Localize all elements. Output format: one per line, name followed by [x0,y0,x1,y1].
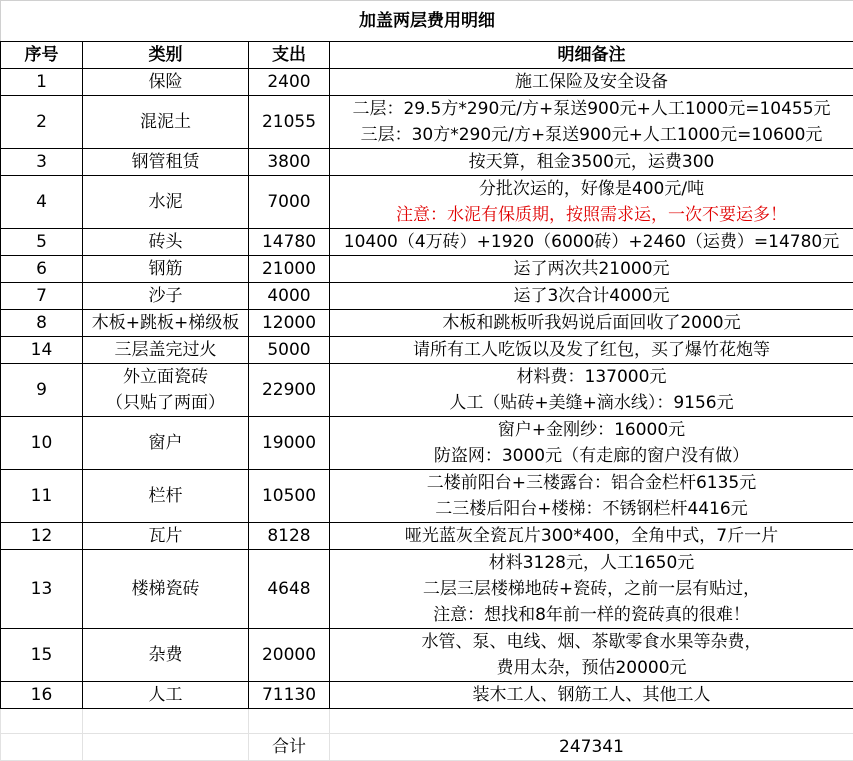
table-row [1,470,853,523]
row-category [83,310,249,337]
row-notes [330,550,853,629]
row-category [83,283,249,310]
row-amount: 71130 [249,682,330,709]
row-notes [330,682,853,709]
total-label: 合计 [249,734,330,761]
table-row [1,310,853,337]
row-number: 3 [1,149,83,176]
note-line: 运了两次共21000元 [330,256,853,282]
row-notes [330,629,853,682]
row-number: 6 [1,256,83,283]
table-row [1,176,853,229]
table-title: 加盖两层费用明细 [1,1,853,42]
row-notes [330,310,853,337]
row-amount: 19000 [249,417,330,470]
note-line: 窗户+金刚纱：16000元 [330,417,853,443]
row-number: 12 [1,523,83,550]
row-notes [330,283,853,310]
row-category [83,256,249,283]
table-row [1,417,853,470]
category-line: 瓦片 [83,523,248,549]
row-amount: 7000 [249,176,330,229]
category-line: 窗户 [83,430,248,456]
table-row [1,629,853,682]
note-line: 防盗网：3000元（有走廊的窗户没有做） [330,443,853,469]
row-notes [330,149,853,176]
note-line: 三层：30方*290元/方+泵送900元+人工1000元=10600元 [330,122,853,148]
note-line: 二层三层楼梯地砖+瓷砖，之前一层有贴过， [330,576,853,602]
table-row [1,256,853,283]
row-amount: 20000 [249,629,330,682]
row-number: 14 [1,337,83,364]
table-row [1,149,853,176]
header-category: 类别 [83,42,249,69]
category-line: 木板+跳板+梯级板 [83,310,248,336]
row-amount: 2400 [249,69,330,96]
category-line: 保险 [83,69,248,95]
row-number: 7 [1,283,83,310]
category-line: 三层盖完过火 [83,337,248,363]
row-amount: 22900 [249,364,330,417]
row-number: 10 [1,417,83,470]
note-line: 材料3128元，人工1650元 [330,550,853,576]
note-warning-line: 注意：水泥有保质期，按照需求运，一次不要运多！ [330,202,853,228]
note-line: 哑光蓝灰全瓷瓦片300*400，全角中式，7斤一片 [330,523,853,549]
note-line: 分批次运的，好像是400元/吨 [330,176,853,202]
row-notes [330,69,853,96]
row-category [83,364,249,417]
row-category [83,149,249,176]
row-number: 11 [1,470,83,523]
category-line: 栏杆 [83,483,248,509]
row-amount: 4648 [249,550,330,629]
note-line: 施工保险及安全设备 [330,69,853,95]
category-line: 混泥土 [83,109,248,135]
row-notes [330,256,853,283]
table-body [1,69,853,709]
header-row [1,42,853,69]
note-line: 人工（贴砖+美缝+滴水线）：9156元 [330,390,853,416]
row-number: 8 [1,310,83,337]
category-line: 楼梯瓷砖 [83,576,248,602]
row-notes [330,96,853,149]
note-line: 注意：想找和8年前一样的瓷砖真的很难！ [330,602,853,628]
row-category [83,337,249,364]
row-amount: 3800 [249,149,330,176]
row-number: 16 [1,682,83,709]
table-row [1,337,853,364]
row-amount: 12000 [249,310,330,337]
header-detail: 明细备注 [330,42,853,69]
note-line: 材料费：137000元 [330,364,853,390]
note-line: 二层：29.5方*290元/方+泵送900元+人工1000元=10455元 [330,96,853,122]
row-category [83,96,249,149]
category-line: 外立面瓷砖 [83,364,248,390]
row-category [83,523,249,550]
row-number: 4 [1,176,83,229]
table-row [1,682,853,709]
table-row [1,69,853,96]
note-line: 装木工人、钢筋工人、其他工人 [330,682,853,708]
header-expense: 支出 [249,42,330,69]
total-row [1,734,853,761]
row-notes [330,523,853,550]
row-number: 2 [1,96,83,149]
header-no: 序号 [1,42,83,69]
row-category [83,550,249,629]
table-row [1,550,853,629]
category-line: （只贴了两面） [83,390,248,416]
row-number: 13 [1,550,83,629]
note-line: 二三楼后阳台+楼梯：不锈钢栏杆4416元 [330,496,853,522]
row-category [83,470,249,523]
row-notes [330,417,853,470]
row-category [83,417,249,470]
category-line: 砖头 [83,229,248,255]
note-line: 二楼前阳台+三楼露台：铝合金栏杆6135元 [330,470,853,496]
row-notes [330,176,853,229]
table-row [1,96,853,149]
row-notes [330,229,853,256]
row-number: 1 [1,69,83,96]
category-line: 人工 [83,682,248,708]
row-amount: 21000 [249,256,330,283]
row-category [83,69,249,96]
category-line: 钢筋 [83,256,248,282]
category-line: 钢管租赁 [83,149,248,175]
row-category [83,629,249,682]
row-notes [330,364,853,417]
table-row [1,523,853,550]
row-category [83,682,249,709]
row-amount: 5000 [249,337,330,364]
note-line: 按天算，租金3500元，运费300 [330,149,853,175]
note-line: 请所有工人吃饭以及发了红包，买了爆竹花炮等 [330,337,853,363]
row-amount: 10500 [249,470,330,523]
table-row [1,229,853,256]
row-notes [330,337,853,364]
row-amount: 21055 [249,96,330,149]
category-line: 杂费 [83,642,248,668]
row-number: 15 [1,629,83,682]
row-amount: 4000 [249,283,330,310]
total-value: 247341 [330,734,853,761]
note-line: 运了3次合计4000元 [330,283,853,309]
row-category [83,229,249,256]
note-line: 水管、泵、电线、烟、茶歇零食水果等杂费， [330,629,853,655]
note-line: 木板和跳板听我妈说后面回收了2000元 [330,310,853,336]
note-line: 10400（4万砖）+1920（6000砖）+2460（运费）=14780元 [330,229,853,255]
blank-row [1,709,853,734]
table-row [1,364,853,417]
row-notes [330,470,853,523]
row-number: 9 [1,364,83,417]
row-number: 5 [1,229,83,256]
row-amount: 8128 [249,523,330,550]
category-line: 沙子 [83,283,248,309]
note-line: 费用太杂，预估20000元 [330,655,853,681]
category-line: 水泥 [83,189,248,215]
row-amount: 14780 [249,229,330,256]
row-category [83,176,249,229]
table-row [1,283,853,310]
